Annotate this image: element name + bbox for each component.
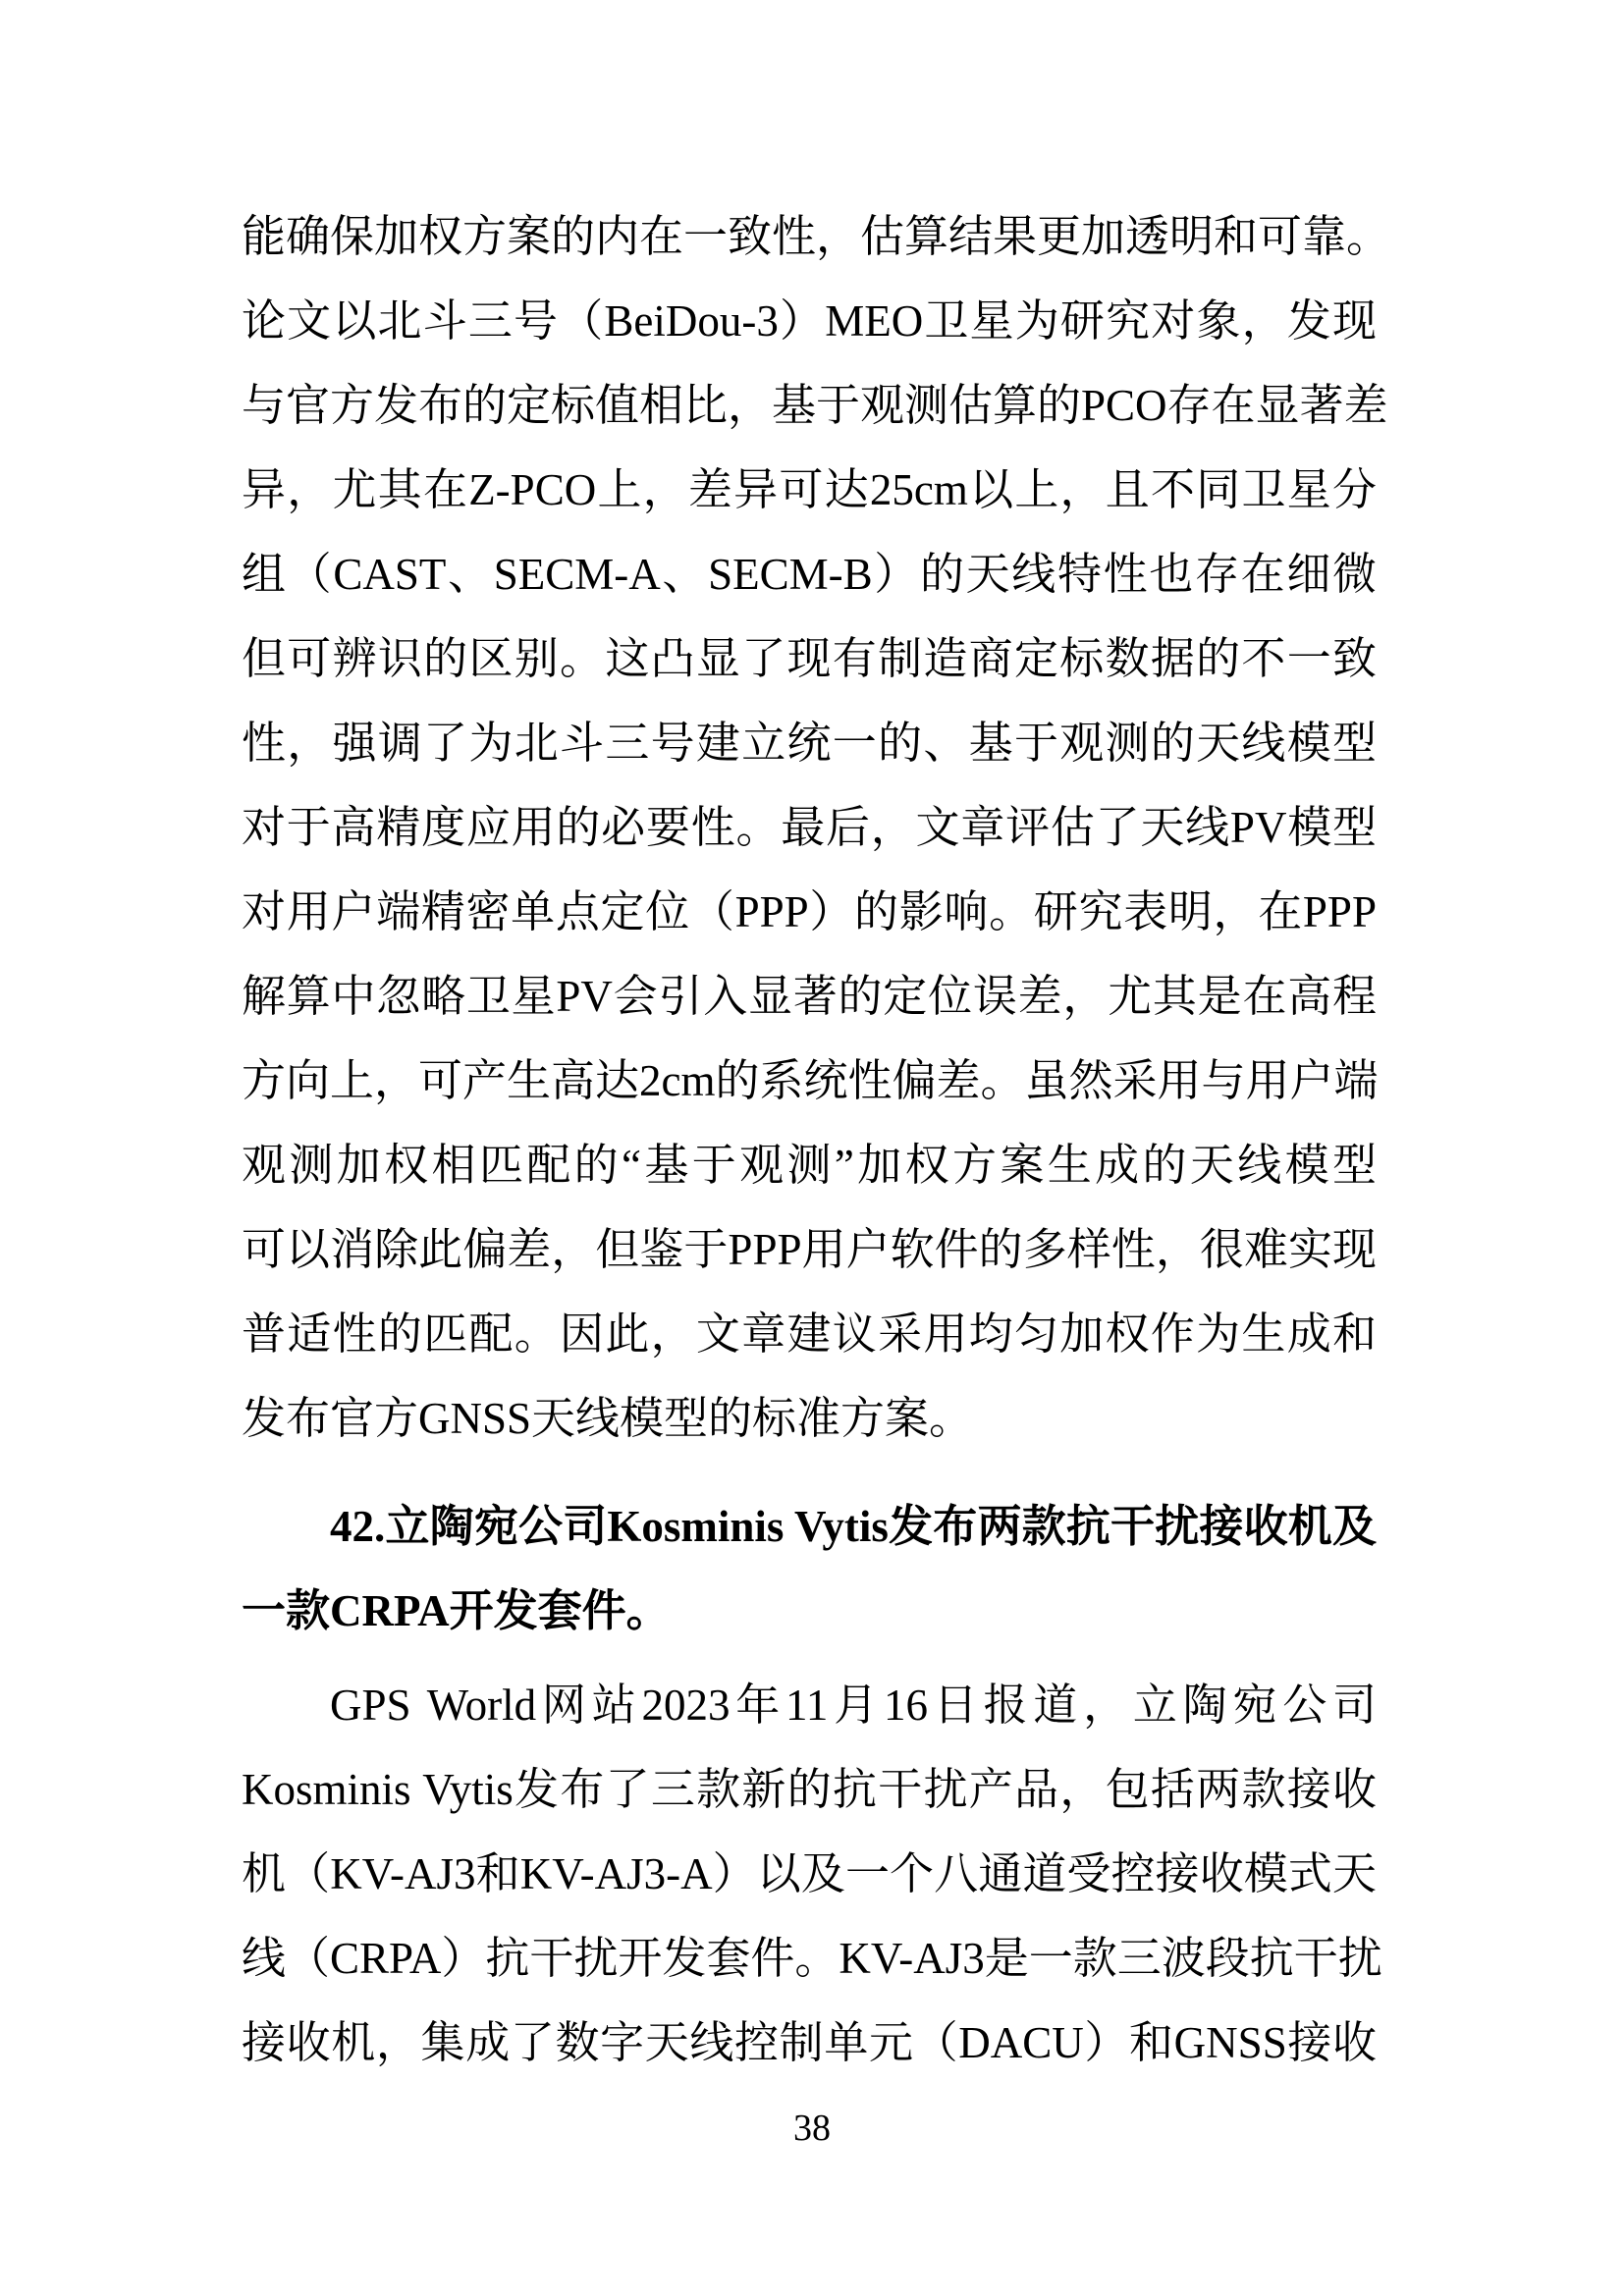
body-line: 对于高精度应用的必要性。最后，文章评估了天线PV模型 [242, 803, 1377, 852]
body-line: 线（CRPA）抗干扰开发套件。KV-AJ3是一款三波段抗干扰 [242, 1934, 1382, 1983]
heading-line: 42.立陶宛公司Kosminis Vytis发布两款抗干扰接收机及 [330, 1502, 1377, 1551]
body-line: 异，尤其在Z-PCO上，差异可达25cm以上，且不同卫星分 [242, 465, 1377, 514]
body-line: 组（CAST、SECM-A、SECM-B）的天线特性也存在细微 [242, 550, 1377, 599]
section-heading-42 [242, 1484, 1377, 1653]
heading-line: 一款CRPA开发套件。 [242, 1586, 671, 1635]
body-line: 但可辨识的区别。这凸显了现有制造商定标数据的不一致 [242, 634, 1377, 683]
body-line: 接收机，集成了数字天线控制单元（DACU）和GNSS接收 [242, 2018, 1377, 2067]
body-line: 能确保加权方案的内在一致性，估算结果更加透明和可靠。 [242, 212, 1391, 261]
page-text [242, 194, 1391, 2085]
body-line: 机（KV-AJ3和KV-AJ3-A）以及一个八通道受控接收模式天 [242, 1849, 1377, 1898]
body-line: GPS World网站2023年11月16日报道，立陶宛公司 [330, 1681, 1377, 1730]
body-line: 普适性的匹配。因此，文章建议采用均匀加权作为生成和 [242, 1309, 1377, 1359]
body-line: 可以消除此偏差，但鉴于PPP用户软件的多样性，很难实现 [242, 1225, 1377, 1274]
body-line: 方向上，可产生高达2cm的系统性偏差。虽然采用与用户端 [242, 1056, 1379, 1105]
body-line: 对用户端精密单点定位（PPP）的影响。研究表明，在PPP [242, 887, 1377, 936]
body-line: 观测加权相匹配的“基于观测”加权方案生成的天线模型 [242, 1141, 1377, 1190]
body-line: 论文以北斗三号（BeiDou-3）MEO卫星为研究对象，发现 [242, 296, 1377, 346]
paragraph-continuation [242, 194, 1391, 1461]
body-line: 发布官方GNSS天线模型的标准方案。 [242, 1394, 974, 1443]
body-line: 解算中忽略卫星PV会引入显著的定位误差，尤其是在高程 [242, 972, 1377, 1021]
page-number: 38 [793, 2108, 831, 2149]
body-line: 性，强调了为北斗三号建立统一的、基于观测的天线模型 [242, 719, 1377, 768]
body-line: 与官方发布的定标值相比，基于观测估算的PCO存在显著差 [242, 381, 1388, 430]
body-line: Kosminis Vytis发布了三款新的抗干扰产品，包括两款接收 [242, 1765, 1377, 1814]
paragraph-gps-world [242, 1663, 1382, 2085]
